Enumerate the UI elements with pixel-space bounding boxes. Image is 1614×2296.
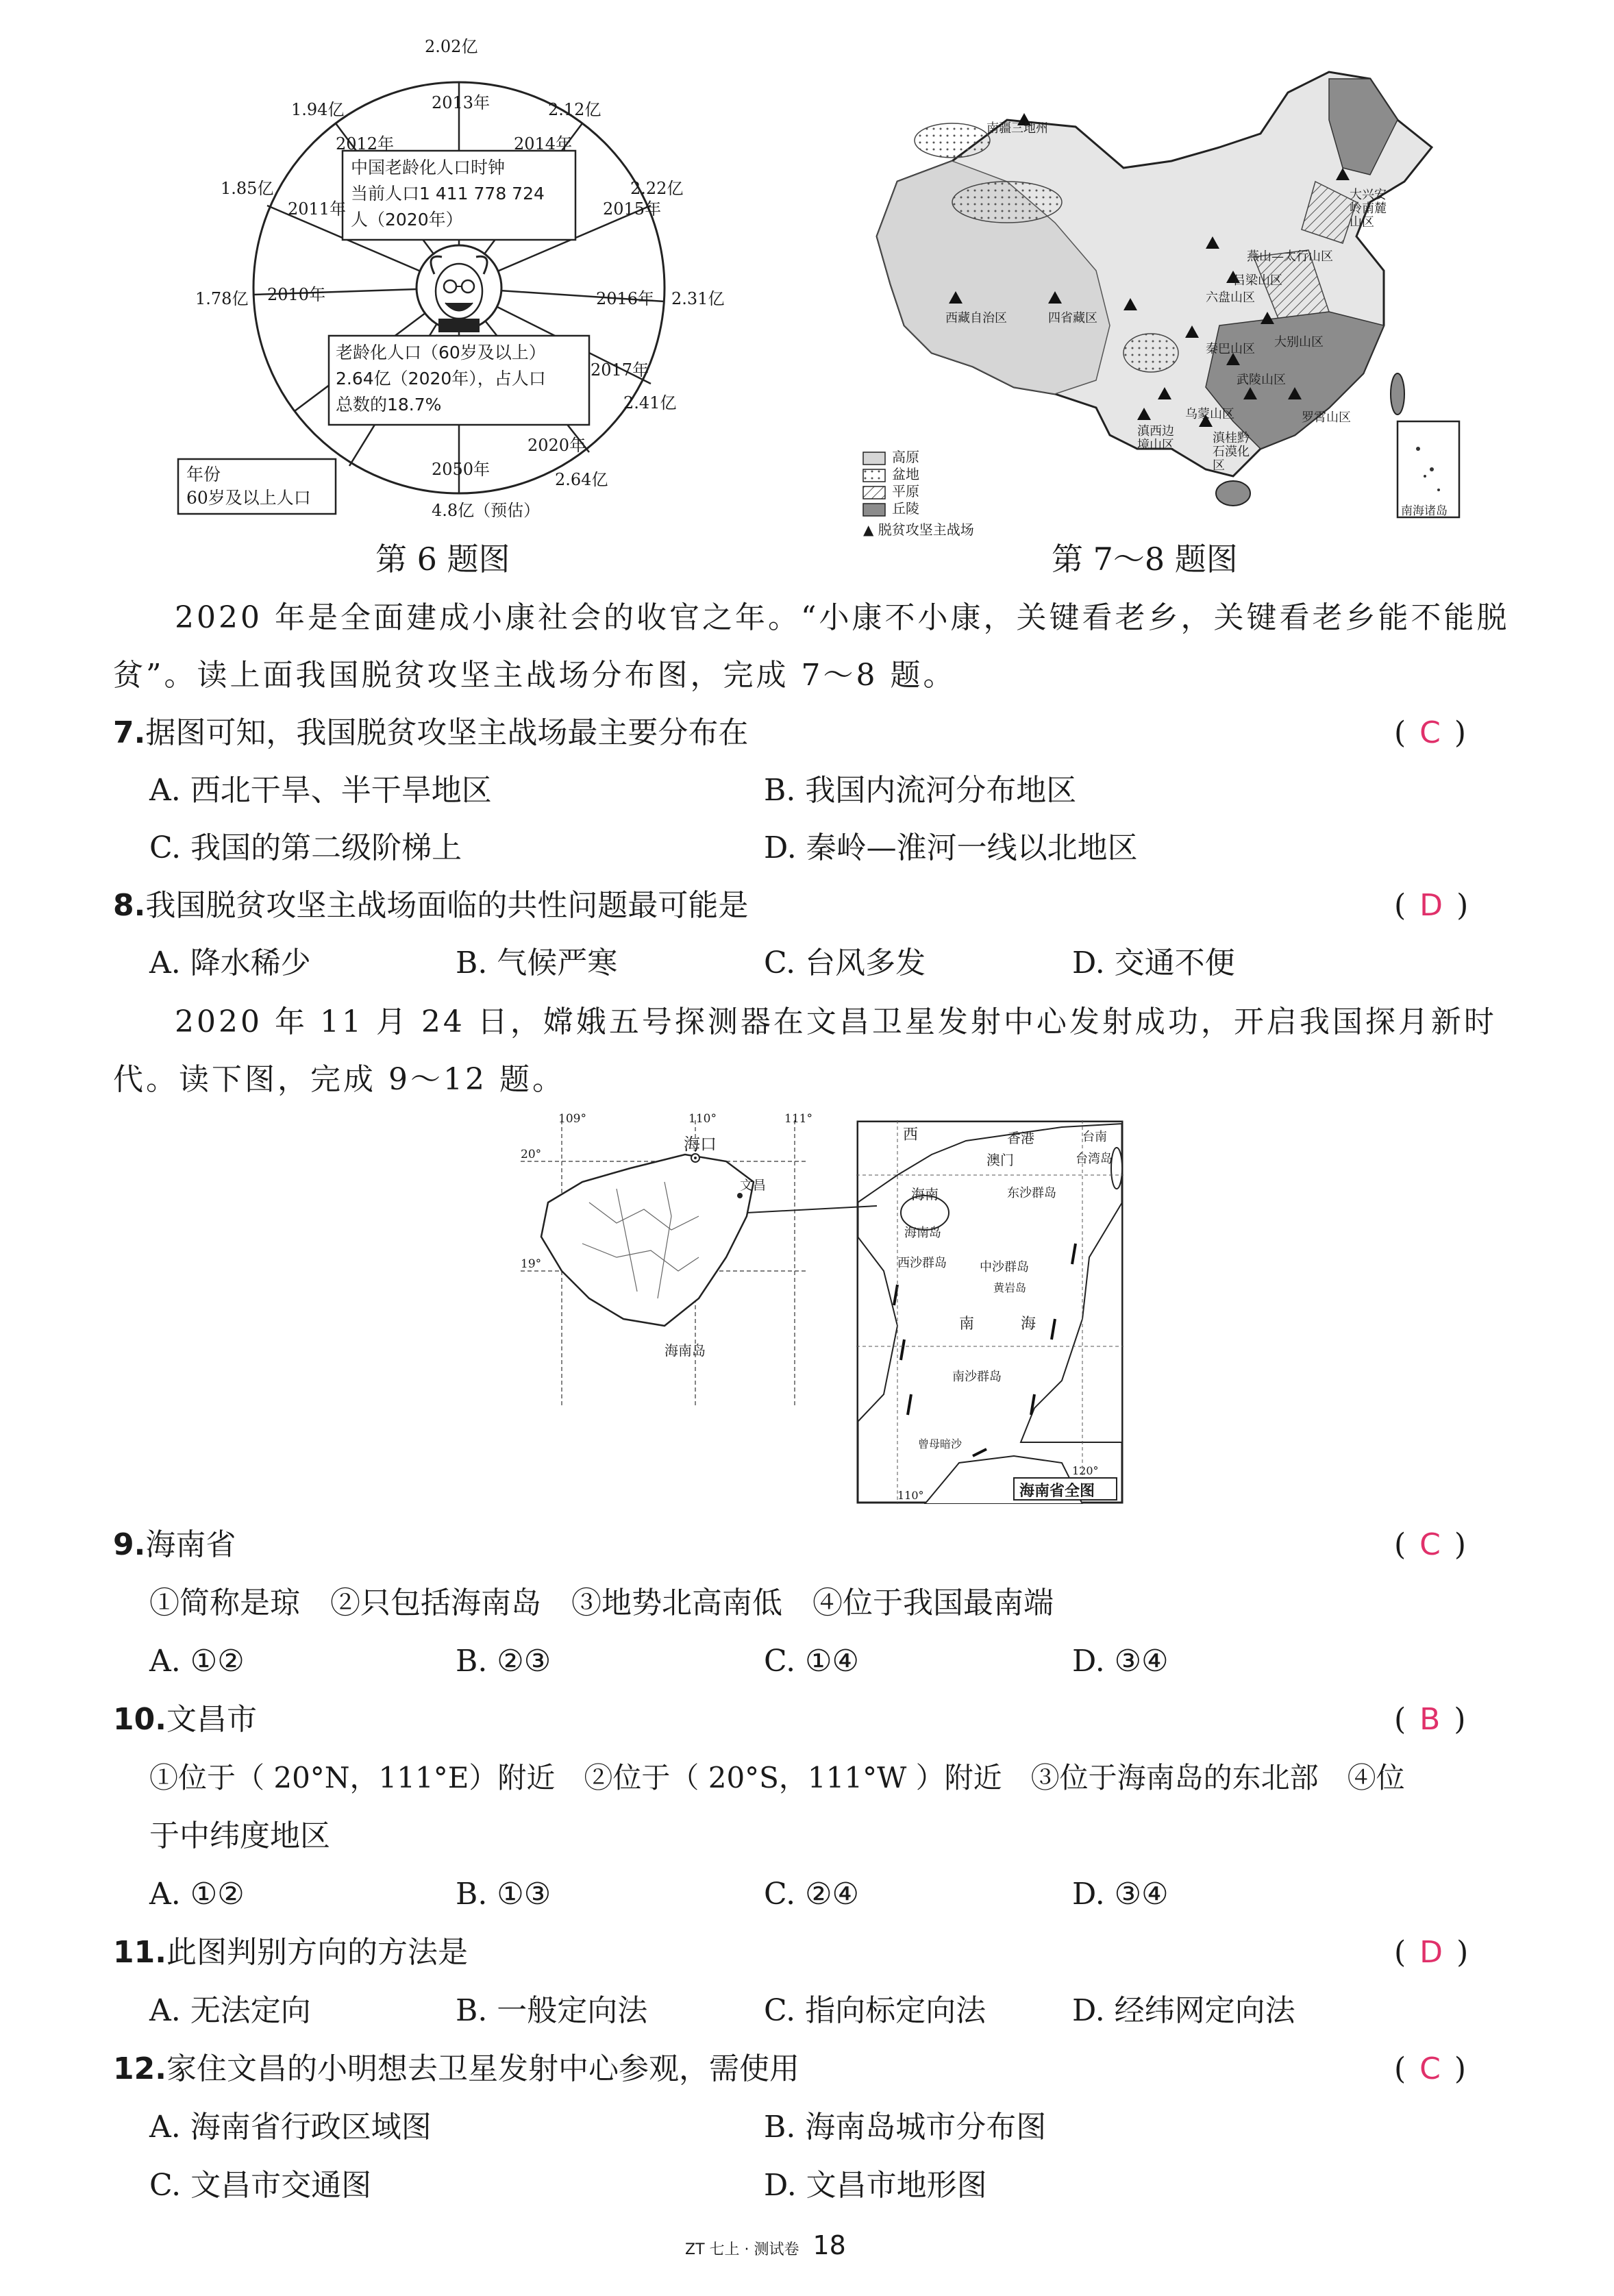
label-wenchang: 文昌 (740, 1178, 767, 1193)
q9-option-c: C. ①④ (764, 1644, 859, 1679)
year-2014: 2014年 (514, 134, 573, 153)
q11-answer: (D) (1394, 1935, 1482, 1970)
label-hainan-island: 海南岛 (665, 1342, 706, 1359)
year-2050: 2050年 (432, 460, 491, 479)
elderly-face-icon (417, 245, 501, 332)
lat-20: 20° (521, 1148, 542, 1161)
q7-answer: (C) (1394, 715, 1480, 750)
legend-year: 年份 (186, 465, 221, 484)
q7-stem: 7.据图可知，我国脱贫攻坚主战场最主要分布在 (113, 715, 749, 750)
region-yanshan-taihang: 燕山—太行山区 (1247, 249, 1333, 264)
lon2-120: 120° (1072, 1464, 1099, 1477)
q7-option-b: B. 我国内流河分布地区 (764, 773, 1077, 808)
footer-label: ZT 七上 · 测试卷 (685, 2241, 799, 2258)
q9-option-a: A. ①② (149, 1644, 245, 1679)
aging-share: 总数的18.7% (336, 395, 442, 415)
region-qinba: 秦巴山区 (1206, 342, 1255, 356)
q12-option-b: B. 海南岛城市分布图 (764, 2110, 1047, 2145)
label-hai: 海 (1021, 1316, 1036, 1333)
q9-option-d: D. ③④ (1072, 1644, 1169, 1679)
label-hainan-province: 海南 (911, 1186, 939, 1202)
label-zengmu: 曾母暗沙 (918, 1437, 963, 1451)
value-2017: 2.41亿 (623, 393, 677, 412)
q10-answer: (B) (1394, 1702, 1480, 1737)
label-west: 西 (903, 1126, 919, 1144)
region-wumeng: 乌蒙山区 (1185, 407, 1234, 421)
q11-stem: 11.此图判别方向的方法是 (113, 1935, 468, 1970)
q12-answer: (C) (1394, 2051, 1480, 2086)
year-2020: 2020年 (527, 436, 586, 455)
q12-option-a: A. 海南省行政区域图 (149, 2110, 432, 2145)
q8-stem: 8.我国脱贫攻坚主战场面临的共性问题最可能是 (113, 888, 749, 923)
value-2011: 1.85亿 (221, 179, 274, 198)
region-sisheng-zangqu: 四省藏区 (1048, 311, 1097, 325)
q10-items-line2: 于中纬度地区 (149, 1818, 330, 1853)
q10-option-a: A. ①② (149, 1877, 245, 1912)
value-2050: 4.8亿（预估） (432, 501, 541, 520)
q11-option-c: C. 指向标定向法 (764, 1993, 986, 2028)
label-xisha: 西沙群岛 (897, 1256, 947, 1270)
q10-option-b: B. ①③ (456, 1877, 551, 1912)
q7-option-a: A. 西北干旱、半干旱地区 (149, 773, 492, 808)
q7-option-d: D. 秦岭—淮河一线以北地区 (764, 830, 1138, 865)
q12-option-c: C. 文昌市交通图 (149, 2168, 372, 2203)
year-2017: 2017年 (591, 360, 649, 380)
q10-option-d: D. ③④ (1072, 1877, 1169, 1912)
legend-plain: 平原 (892, 483, 919, 499)
connector-line (747, 1178, 884, 1233)
label-macau: 澳门 (986, 1152, 1014, 1168)
region-dianguiqian: 滇桂黔石漠化区 (1213, 431, 1250, 473)
fig78-caption: 第 7～8 题图 (1052, 541, 1238, 578)
region-liupan: 六盘山区 (1206, 291, 1255, 305)
fig6-aging-clock (158, 27, 760, 534)
label-haikou: 海口 (684, 1135, 717, 1154)
year-2010: 2010年 (267, 285, 326, 304)
q10-stem: 10.文昌市 (113, 1702, 257, 1737)
region-dianxi: 滇西边境山区 (1137, 424, 1174, 452)
label-nansha: 南沙群岛 (952, 1370, 1002, 1384)
year-2013: 2013年 (432, 93, 491, 112)
intro-paragraph-2: 2020 年 11 月 24 日，嫦娥五号探测器在文昌卫星发射中心发射成功，开启我国探月新时代。读下图，完成 9～12 题。 (113, 1004, 1497, 1097)
aging-count: 2.64亿（2020年），占人口 (336, 369, 546, 388)
q9-option-b: B. ②③ (456, 1644, 551, 1679)
legend-hills: 丘陵 (892, 500, 919, 517)
region-daxinganling: 大兴安岭南麓山区 (1350, 188, 1387, 230)
legend-poverty: ▲ 脱贫攻坚主战场 (863, 521, 974, 538)
value-2020: 2.64亿 (555, 470, 608, 489)
region-wuling: 武陵山区 (1237, 373, 1286, 387)
q8-option-a: A. 降水稀少 (149, 946, 311, 980)
lon2-110: 110° (897, 1489, 924, 1502)
q11-option-a: A. 无法定向 (149, 1993, 311, 2028)
map-title: 海南省全图 (1019, 1483, 1095, 1500)
label-taiwan: 台湾岛 (1076, 1152, 1113, 1166)
lat-19: 19° (521, 1257, 542, 1271)
q11-option-d: D. 经纬网定向法 (1072, 1993, 1295, 2028)
q12-option-d: D. 文昌市地形图 (764, 2168, 987, 2203)
page-footer (685, 2230, 846, 2260)
label-zhongsha: 中沙群岛 (980, 1260, 1029, 1274)
q9-items: ①简称是琼 ②只包括海南岛 ③地势北高南低 ④位于我国最南端 (149, 1585, 1054, 1620)
map-hainan-province (856, 1120, 1123, 1504)
lon-109: 109° (558, 1112, 586, 1126)
clock-year: 人（2020年） (351, 210, 463, 230)
label-nan: 南 (959, 1316, 975, 1333)
legend-population: 60岁及以上人口 (186, 488, 311, 508)
region-luoxiao: 罗霄山区 (1302, 410, 1351, 425)
year-2016: 2016年 (596, 289, 655, 308)
q12-stem: 12.家住文昌的小明想去卫星发射中心参观，需使用 (113, 2051, 799, 2086)
q11-option-b: B. 一般定向法 (456, 1993, 648, 2028)
legend-basin: 盆地 (892, 466, 919, 482)
region-nanjiang: 南疆三地州 (986, 121, 1048, 136)
legend-plateau: 高原 (892, 449, 919, 465)
year-2011: 2011年 (288, 199, 347, 219)
label-dongsha: 东沙群岛 (1007, 1186, 1056, 1200)
year-2015: 2015年 (603, 199, 662, 219)
page-number: 18 (812, 2230, 846, 2260)
lon-110: 110° (688, 1112, 717, 1126)
q9-answer: (C) (1394, 1527, 1480, 1562)
clock-title: 中国老龄化人口时钟 (351, 158, 506, 177)
region-dabie: 大别山区 (1274, 335, 1324, 349)
label-huangyan: 黄岩岛 (993, 1281, 1027, 1294)
q10-items-line1: ①位于（ 20°N，111°E）附近 ②位于（ 20°S，111°W ）附近 ③位于海南岛的东北部 ④位 (149, 1761, 1405, 1794)
value-2013: 2.02亿 (425, 37, 478, 56)
clock-population: 当前人口1 411 778 724 (351, 184, 545, 203)
fig6-caption: 第 6 题图 (375, 541, 510, 578)
lon-111: 111° (784, 1112, 812, 1126)
q9-stem: 9.海南省 (113, 1527, 236, 1562)
q7-option-c: C. 我国的第二级阶梯上 (149, 830, 462, 865)
inset-south-china-sea: 南海诸岛 (1401, 504, 1448, 518)
q8-option-d: D. 交通不便 (1072, 946, 1235, 980)
region-lvliang: 吕梁山区 (1233, 273, 1282, 288)
map-hainan-island (521, 1112, 812, 1408)
fig78-china-map (849, 65, 1466, 538)
label-hongkong: 香港 (1007, 1130, 1034, 1146)
aging-title: 老龄化人口（60岁及以上） (336, 343, 546, 362)
value-2012: 1.94亿 (291, 100, 345, 119)
intro-paragraph-1: 2020 年是全面建成小康社会的收官之年。“小康不小康，关键看老乡，关键看老乡能不能脱贫”。读上面我国脱贫攻坚主战场分布图，完成 7～8 题。 (113, 600, 1510, 693)
q8-answer: (D) (1394, 888, 1482, 923)
label-hainan-dao: 海南岛 (904, 1226, 941, 1240)
value-2010: 1.78亿 (195, 289, 249, 308)
q10-option-c: C. ②④ (764, 1877, 859, 1912)
label-tainan: 台南 (1082, 1130, 1107, 1144)
q8-option-c: C. 台风多发 (764, 946, 926, 980)
value-2016: 2.31亿 (671, 289, 725, 308)
q8-option-b: B. 气候严寒 (456, 946, 618, 980)
value-2015: 2.22亿 (630, 179, 684, 198)
region-tibet: 西藏自治区 (945, 311, 1007, 325)
year-2012: 2012年 (336, 134, 395, 153)
value-2014: 2.12亿 (548, 100, 601, 119)
